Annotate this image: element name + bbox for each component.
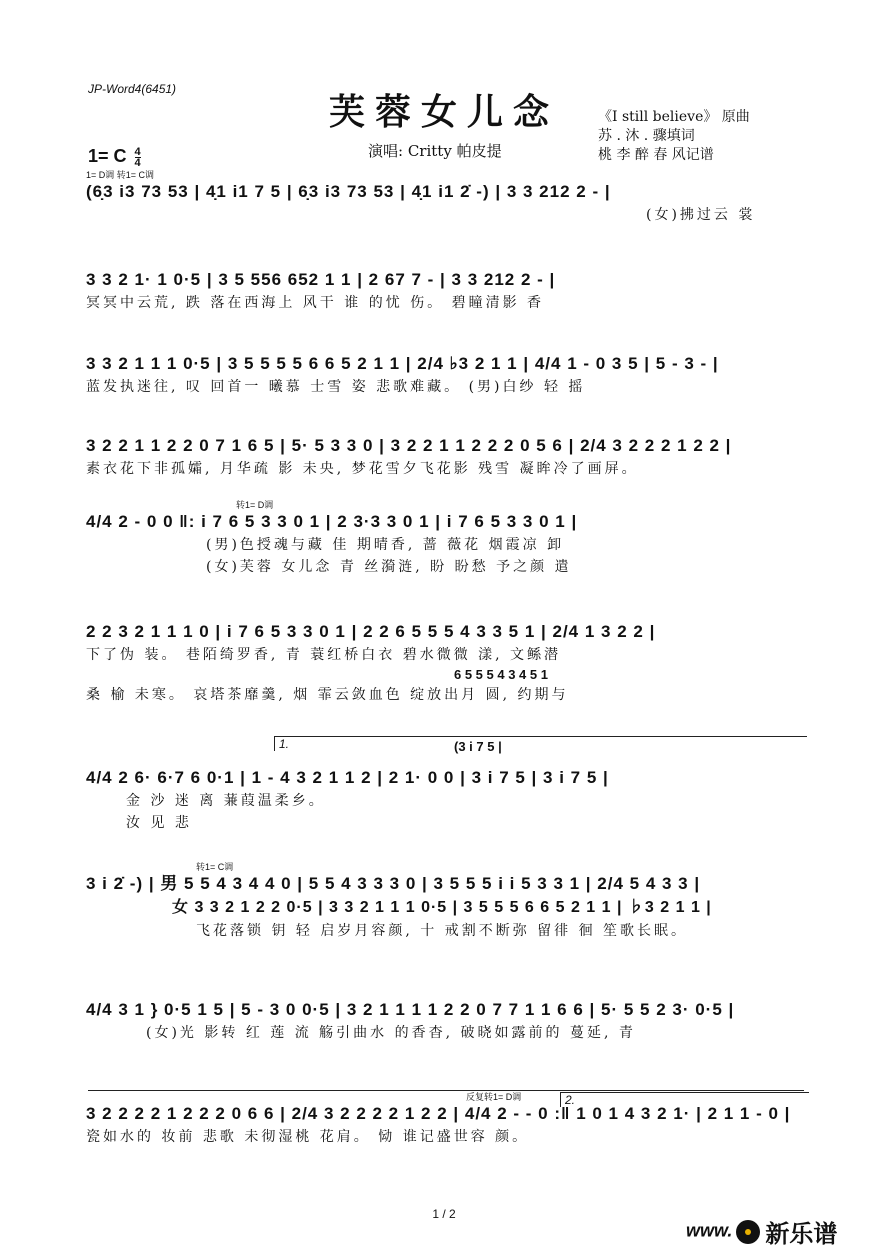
alternate-notation-row: 6 5 5 5 4 3 4 5 1 xyxy=(454,667,548,682)
score-line xyxy=(86,342,719,398)
volta-bracket-2: 2. xyxy=(560,1092,809,1107)
section-rule xyxy=(88,1090,804,1091)
key-change-marker xyxy=(86,258,555,268)
time-bottom: 4 xyxy=(134,156,141,169)
credit-line: 桃 李 醉 春 风记谱 xyxy=(598,147,714,163)
score-title: 芙蓉女儿念 xyxy=(328,91,559,133)
lyric-row: 飞花落锁 钥 轻 启岁月容颜, 十 戒割不断弥 留徘 徊 笙歌长眠。 xyxy=(196,923,689,939)
credits xyxy=(598,108,750,165)
lyric-row: (男)色授魂与藏 佳 期晴香, 蔷 薇花 烟霞凉 卸 xyxy=(206,537,565,553)
notation-row: 3 i 2̇ -) | 男 5 5 4 3 4 4 0 | 5 5 4 3 3 3 0 | 3 5 5 5 i i 5 3 3 1 | 2/4 5 4 3 3 | xyxy=(86,874,701,893)
time-signature xyxy=(135,147,141,168)
alternate-notation-row: (3 i 7 5 | xyxy=(454,739,502,754)
key-change-marker xyxy=(86,988,734,998)
key-label: 1= C xyxy=(88,146,127,166)
notation-row: 3 2 2 1 1 2 2 0 7 1 6 5 | 5· 5 3 3 0 | 3 2 2 1 1 2 2 2 0 5 6 | 2/4 3 2 2 2 1 2 2 | xyxy=(86,436,732,455)
key-change-marker: 转1= C调 xyxy=(196,862,234,872)
notation-row: 4/4 3 1 } 0·5 1 5 | 5 - 3 0 0·5 | 3 2 1 1 1 1 2 2 0 7 7 1 1 6 6 | 5· 5 5 2 3· 0·5 | xyxy=(86,1000,735,1019)
notation-row: 4/4 2 6· 6·7 6 0·1 | 1 - 4 3 2 1 1 2 | 2 1· 0 0 | 3 i 7 5 | 3 i 7 5 | xyxy=(86,768,609,787)
vinyl-icon xyxy=(736,1220,760,1244)
site-logo[interactable] xyxy=(686,1214,837,1249)
brand-name: 新乐谱 xyxy=(765,1221,838,1248)
notation-row: 3 2 2 2 2 1 2 2 2 0 6 6 | 2/4 3 2 2 2 2 1 2 2 | 4/4 2 - - 0 :‖ 1 0 1 4 3 2 1· | 2 1 1 - 0 | xyxy=(86,1104,791,1123)
score-line xyxy=(86,500,577,578)
lyric-row: (女)光 影转 红 莲 流 觞引曲水 的香杳, 破晓如露前的 蔓延, 青 xyxy=(146,1025,636,1041)
page-number: 1 / 2 xyxy=(432,1207,456,1221)
lyric-row: 蓝发执迷往, 叹 回首一 曦慕 士雪 姿 悲歌难藏。 (男)白纱 轻 摇 xyxy=(86,379,586,395)
key-change-marker xyxy=(86,342,719,352)
notation-row: (6̣3 i3 73 53 | 4̣1 i1 7 5 | 6̣3 i3 73 53 | 4̣1 i1 2̇ -) | 3 3 212 2 - | xyxy=(86,182,611,201)
credit-line: 苏 . 沐 . 骤填词 xyxy=(598,128,695,144)
lyric-row: (女)芙蓉 女儿念 青 丝漪涟, 盼 盼愁 予之颜 遣 xyxy=(206,559,572,575)
lyric-row: 冥冥中云荒, 跌 落在西海上 风干 谁 的忧 伤。 碧瞳清影 香 xyxy=(86,295,545,311)
lyric-row: 汝 见 悲 xyxy=(126,815,192,831)
notation-row: 3 3 2 1 1 1 0·5 | 3 5 5 5 5 6 6 5 2 1 1 | 2/4 ♭3 2 1 1 | 4/4 1 - 0 3 5 | 5 - 3 - | xyxy=(86,354,719,373)
notation-row: 3 3 2 1· 1 0·5 | 3 5 556 652 1 1 | 2 67 7 - | 3 3 212 2 - | xyxy=(86,270,556,289)
notation-row: 2 2 3 2 1 1 1 0 | i 7 6 5 3 3 0 1 | 2 2 6 5 5 5 4 3 3 5 1 | 2/4 1 3 2 2 | xyxy=(86,622,656,641)
lyric-row: (女)拂过云 裳 xyxy=(646,207,756,223)
lyric-row: 瓷如水的 妆前 悲歌 未彻湿桃 花肩。 恸 谁记盛世容 颜。 xyxy=(86,1129,530,1145)
lyric-row: 金 沙 迷 离 蒹葭温柔乡。 xyxy=(126,793,326,809)
key-change-marker xyxy=(86,424,731,434)
source-label: JP-Word4(6451) xyxy=(88,82,177,96)
lyric-row: 素衣花下非孤孀, 月华疏 影 未央, 梦花雪夕飞花影 残雪 凝眸冷了画屏。 xyxy=(86,461,639,477)
singer-credit: 演唱: Critty 帕皮提 xyxy=(368,142,502,160)
notation-row: 4/4 2 - 0 0 ‖: i 7 6 5 3 3 0 1 | 2 3·3 3 0 1 | i 7 6 5 3 3 0 1 | xyxy=(86,512,578,531)
lyric-row: 下了伪 装。 巷陌绮罗香, 青 蓑红桥白衣 碧水微微 漾, 文鲧潜 xyxy=(86,647,562,663)
site-url: www. xyxy=(686,1220,733,1241)
score-line xyxy=(86,610,655,706)
credit-line: 《I still believe》 原曲 xyxy=(598,109,750,125)
key-change-marker xyxy=(86,610,655,620)
time-top: 4 xyxy=(134,145,141,158)
key-change-marker: 转1= D调 xyxy=(236,500,274,510)
score-line xyxy=(86,1092,804,1148)
score-line xyxy=(86,170,755,226)
score-line xyxy=(86,738,609,834)
score-line xyxy=(86,862,712,942)
lyric-row: 桑 榆 未寒。 哀塔茶靡羹, 烟 霏云敛血色 绽放出月 圆, 约期与 xyxy=(86,687,569,703)
key-change-marker: 1= D调 转1= C调 xyxy=(86,170,155,180)
key-signature xyxy=(88,146,141,168)
score-line xyxy=(86,424,731,480)
volta-bracket-1: 1. xyxy=(274,736,807,751)
score-line xyxy=(86,988,734,1044)
key-change-marker xyxy=(86,756,609,766)
key-change-marker: 反复转1= D调 xyxy=(466,1092,522,1102)
score-line xyxy=(86,258,555,314)
notation-row-female: 女 3 3 2 1 2 2 0·5 | 3 3 2 1 1 1 0·5 | 3 5 5 5 6 6 5 2 1 1 | ♭3 2 1 1 | xyxy=(172,899,712,916)
